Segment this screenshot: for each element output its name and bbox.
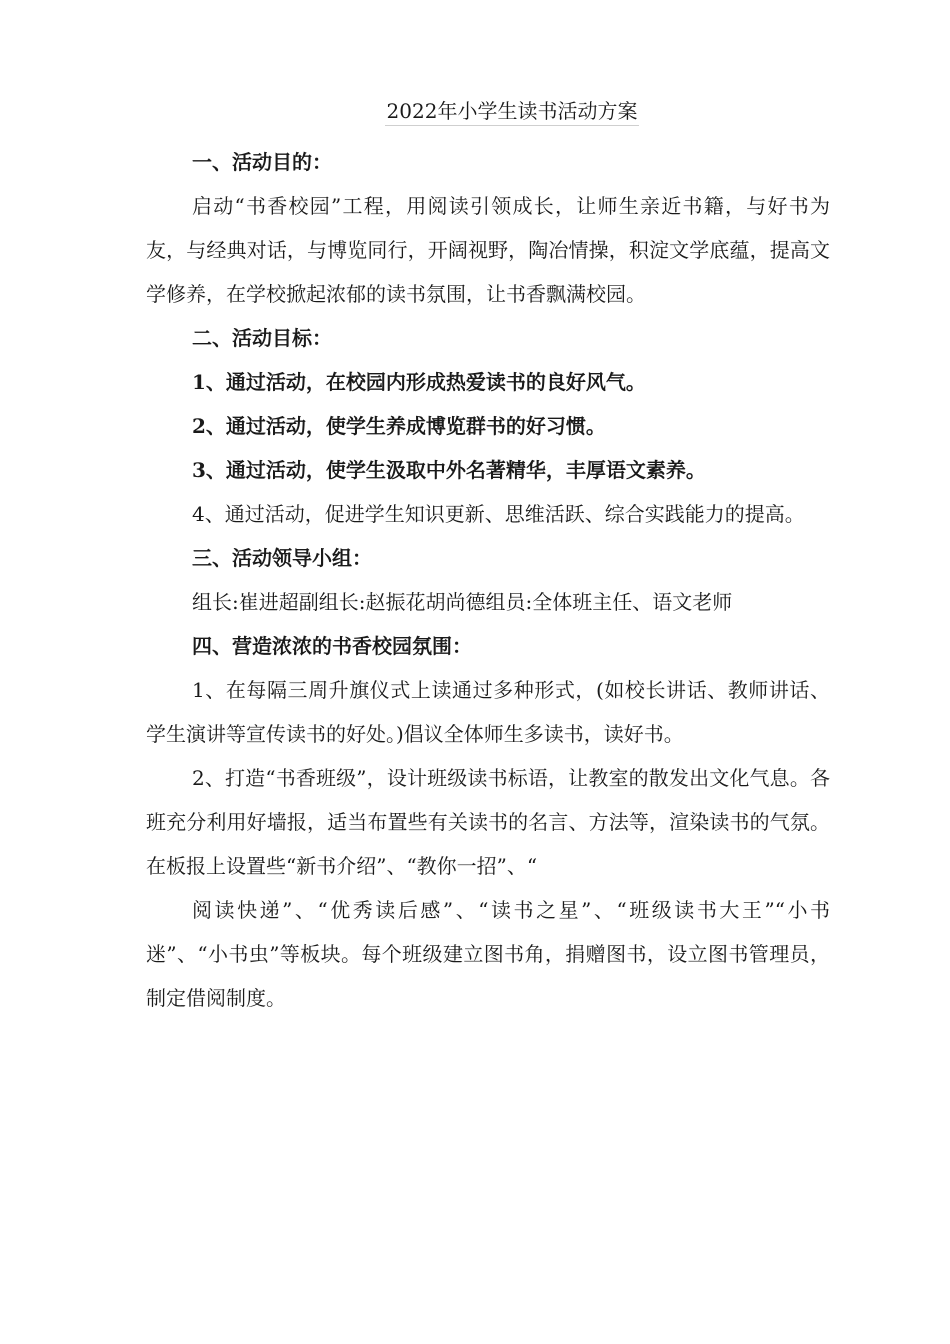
goal-item-4: 4、通过活动，促进学生知识更新、思维活跃、综合实践能力的提高。 [192,502,805,526]
document-title-wrap [0,96,950,126]
leadership-group-text: 组长:崔进超副组长:赵振花胡尚德组员:全体班主任、语文老师 [192,590,733,614]
document-body [146,140,830,1020]
section-4-heading: 四、营造浓浓的书香校园氛围： [192,634,472,658]
atmosphere-item-2-continued: 阅读快递”、“优秀读后感”、“读书之星”、“班级读书大王”“小书迷”、“小书虫”等板块。每个班级建立图书角，捐赠图书，设立图书管理员，制定借阅制度。 [146,898,830,1010]
section-3-heading: 三、活动领导小组： [192,546,372,570]
goal-item-3: 3、通过活动，使学生汲取中外名著精华，丰厚语文素养。 [192,458,706,482]
section-1-paragraph: 启动“书香校园”工程，用阅读引领成长，让师生亲近书籍，与好书为友，与经典对话，与博览同行，开阔视野，陶冶情操，积淀文学底蕴，提高文学修养，在学校掀起浓郁的读书氛围，让书香飘满校园。 [146,194,830,306]
section-1-heading: 一、活动目的： [192,150,332,174]
section-2-heading: 二、活动目标： [192,326,332,350]
atmosphere-item-2: 2、打造“书香班级”，设计班级读书标语，让教室的散发出文化气息。各班充分利用好墙报，适当布置些有关读书的名言、方法等，渲染读书的气氛。在板报上设置些“新书介绍”、“教你一招”、“ [146,766,830,878]
atmosphere-item-1: 1、在每隔三周升旗仪式上读通过多种形式，(如校长讲话、教师讲话、学生演讲等宣传读书的好处。)倡议全体师生多读书，读好书。 [146,678,830,746]
document-title: 2022年小学生读书活动方案 [385,99,640,126]
goal-item-1: 1、通过活动，在校园内形成热爱读书的良好风气。 [192,370,646,394]
goal-item-2: 2、通过活动，使学生养成博览群书的好习惯。 [192,414,606,438]
